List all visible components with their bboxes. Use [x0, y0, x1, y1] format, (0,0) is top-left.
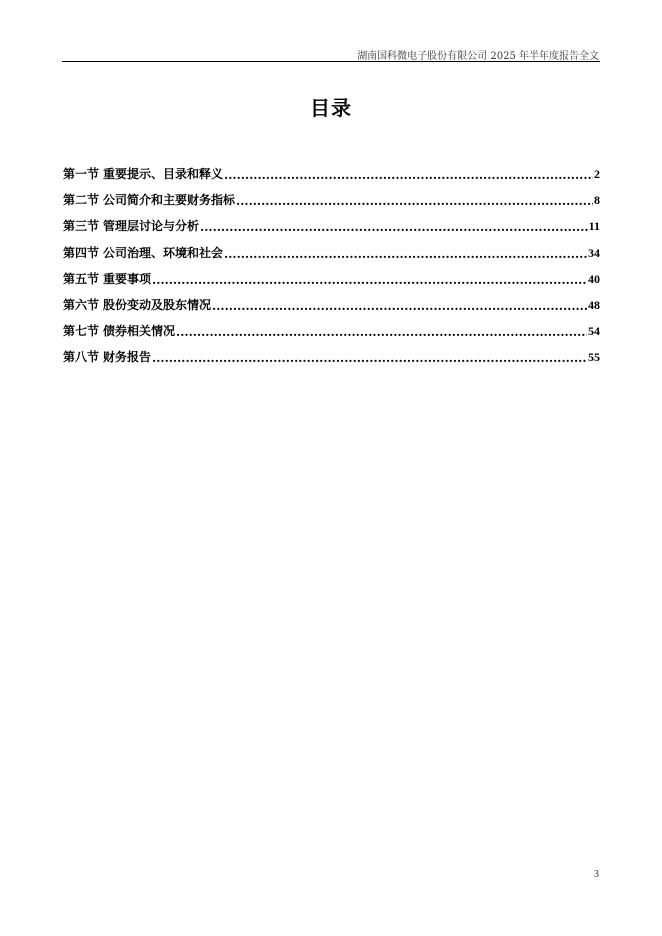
toc-page-number: 55	[588, 350, 600, 365]
toc-dot-leader	[176, 326, 587, 338]
toc-section-number: 第二节	[63, 193, 100, 208]
toc-section-title: 股份变动及股东情况	[103, 297, 212, 312]
toc-page-number: 34	[588, 245, 600, 260]
toc-section-title: 公司简介和主要财务指标	[103, 193, 236, 208]
toc-dot-leader	[236, 195, 593, 207]
toc-dot-leader	[224, 248, 587, 260]
toc-entry[interactable]	[63, 244, 600, 270]
toc-section-number: 第一节	[63, 167, 100, 181]
toc-section-title: 公司治理、环境和社会	[103, 245, 224, 260]
toc-section-title: 债券相关情况	[103, 324, 176, 339]
toc-section-number: 第五节	[63, 271, 100, 286]
toc-dot-leader	[224, 169, 593, 181]
toc-entry[interactable]	[63, 296, 600, 322]
toc-dot-leader	[152, 352, 587, 364]
toc-entry[interactable]	[63, 270, 600, 296]
toc-dot-leader	[152, 274, 587, 286]
toc-entry[interactable]	[63, 348, 600, 374]
toc-section-title: 重要事项	[103, 271, 152, 286]
table-of-contents	[63, 165, 600, 375]
toc-page-number: 48	[588, 297, 600, 312]
toc-section-title: 重要提示、目录和释义	[103, 167, 224, 181]
toc-section-number: 第六节	[63, 297, 100, 312]
toc-page-number: 8	[594, 193, 600, 208]
toc-page-number: 54	[588, 324, 600, 339]
toc-page-number: 2	[594, 167, 600, 181]
toc-entry[interactable]	[63, 217, 600, 243]
page-title: 目录	[310, 96, 352, 120]
toc-entry[interactable]	[63, 322, 600, 348]
toc-section-title: 管理层讨论与分析	[103, 219, 200, 234]
toc-section-title: 财务报告	[103, 350, 152, 365]
toc-entry[interactable]	[63, 191, 600, 217]
toc-dot-leader	[212, 300, 587, 312]
toc-section-number: 第八节	[63, 350, 100, 365]
toc-page-number: 40	[588, 271, 600, 286]
toc-entry[interactable]	[63, 165, 600, 191]
toc-page-number: 11	[588, 219, 600, 234]
toc-section-number: 第四节	[63, 245, 100, 260]
header-divider	[62, 61, 600, 62]
running-header: 湖南国科微电子股份有限公司 2025 年半年度报告全文	[357, 51, 599, 62]
toc-section-number: 第七节	[63, 324, 100, 339]
toc-dot-leader	[200, 221, 588, 233]
toc-section-number: 第三节	[63, 219, 100, 234]
page-number: 3	[594, 869, 599, 880]
